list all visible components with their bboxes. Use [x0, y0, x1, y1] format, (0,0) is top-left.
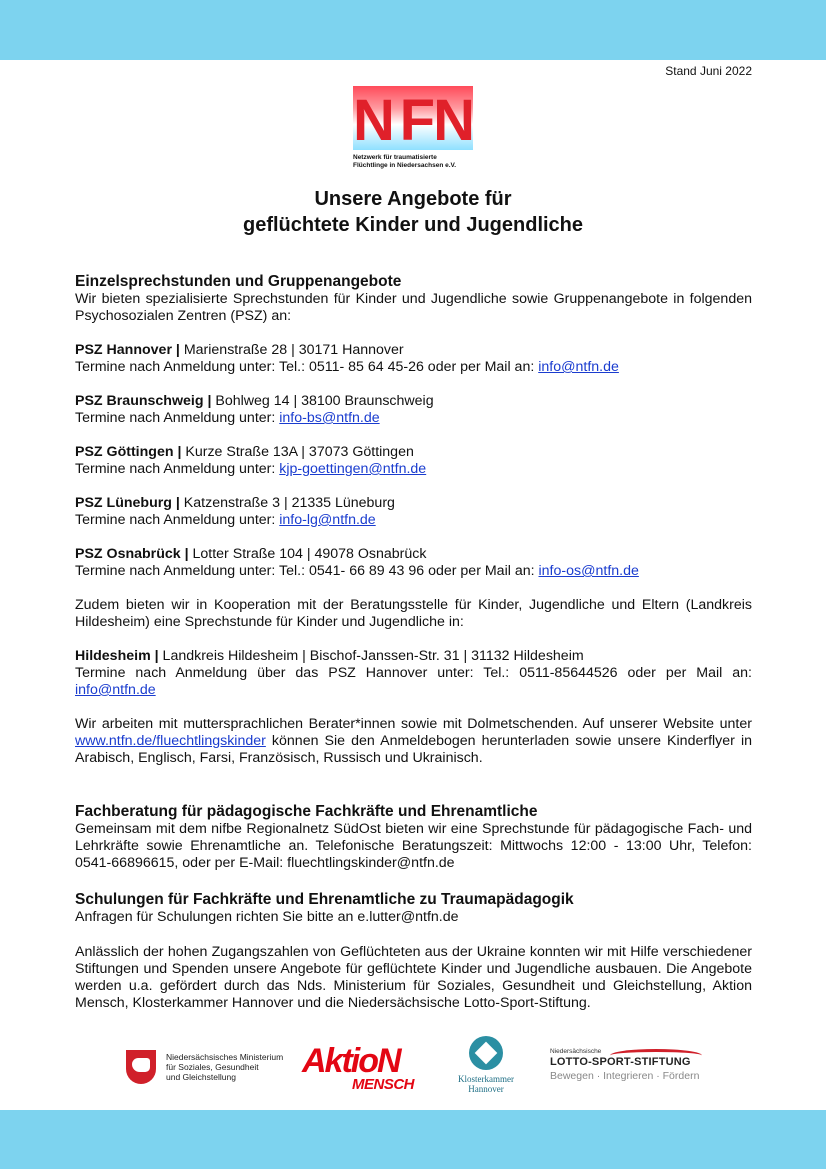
- klosterkammer-logo: Klosterkammer Hannover: [454, 1036, 518, 1098]
- languages-text: Wir arbeiten mit muttersprachlichen Berater*innen sowie mit Dolmetschenden. Auf unserer Website unter www.ntfn.de/fluechtlingskinder können Sie den Anmeldebogen herunterladen sowie unsere Kinderflyer in Arabisch, Englisch, Farsi, Französisch, Russisch und Ukrainisch.: [75, 716, 752, 766]
- logo-letters: [353, 88, 473, 153]
- email-link[interactable]: info@ntfn.de: [75, 682, 156, 698]
- bottom-color-band: [0, 1110, 826, 1169]
- page-title: Unsere Angebote für geflüchtete Kinder und Jugendliche: [242, 188, 584, 236]
- logo-letter-n1: N: [353, 88, 393, 153]
- email-link[interactable]: info-bs@ntfn.de: [279, 410, 380, 426]
- section-heading-fachberatung: Fachberatung für pädagogische Fachkräfte und Ehrenamtliche: [75, 803, 538, 820]
- main-content: [75, 272, 752, 1012]
- section-heading-schulungen: Schulungen für Fachkräfte und Ehrenamtliche zu Traumapädagogik: [75, 891, 574, 908]
- website-link[interactable]: www.ntfn.de/fluechtlingskinder: [75, 733, 266, 749]
- closing-text: Anlässlich der hohen Zugangszahlen von Geflüchteten aus der Ukraine konnten wir mit Hilfe verschiedener Stiftungen und Spenden unsere Angebote für geflüchtete Kinder und Jugendliche ausbauen. Die Angebote werden u.a. gefördert durch das Nds. Ministerium für Soziales, Gesundheit und Gleichstellung, Aktion Mensch, Klosterkammer Hannover und die Niedersächsische Lotto-Sport-Stiftung.: [75, 944, 752, 1011]
- klosterkammer-emblem-icon: [469, 1036, 503, 1070]
- sponsor-logos: [0, 1032, 826, 1100]
- schulungen-text: Anfragen für Schulungen richten Sie bitte an e.lutter@ntfn.de: [75, 909, 459, 925]
- fachberatung-text: Gemeinsam mit dem nifbe Regionalnetz SüdOst bieten wir eine Sprechstunde für pädagogische Fach- und Lehrkräfte sowie Ehrenamtliche an. Telefonische Beratungszeit: Mittwochs 12:00 - 13:00 Uhr, Telefon: 0541-66896615, oder per E-Mail: fluechtlingskinder@ntfn.de: [75, 821, 752, 871]
- logo-letter-n2: N: [433, 88, 473, 153]
- center-braunschweig: PSZ Braunschweig | Bohlweg 14 | 38100 Braunschweig Termine nach Anmeldung unter: info-bs@ntfn.de: [75, 393, 434, 426]
- cooperation-text: Zudem bieten wir in Kooperation mit der Beratungsstelle für Kinder, Jugendliche und Eltern (Landkreis Hildesheim) eine Sprechstunde für Kinder und Jugendliche in:: [75, 597, 752, 630]
- nds-ministry-logo: Niedersächsisches Ministerium für Soziales, Gesundheit und Gleichstellung: [126, 1048, 286, 1088]
- ntfn-logo: [353, 86, 473, 174]
- center-goettingen: PSZ Göttingen | Kurze Straße 13A | 37073 Göttingen Termine nach Anmeldung unter: kjp-goettingen@ntfn.de: [75, 444, 427, 477]
- nds-crest-icon: [126, 1050, 156, 1084]
- section-heading-einzelsprechstunden: Einzelsprechstunden und Gruppenangebote: [75, 273, 402, 290]
- section-intro: Wir bieten spezialisierte Sprechstunden für Kinder und Jugendliche sowie Gruppenangebote in folgenden Psychosozialen Zentren (PSZ) an:: [75, 291, 752, 324]
- center-hannover: PSZ Hannover | Marienstraße 28 | 30171 Hannover Termine nach Anmeldung unter: Tel.: 0511- 85 64 45-26 oder per Mail an: info@ntfn.de: [75, 342, 619, 375]
- email-link[interactable]: info@ntfn.de: [538, 359, 619, 375]
- email-link[interactable]: info-lg@ntfn.de: [279, 512, 376, 528]
- aktion-mensch-logo: AktioN MENSCH: [302, 1042, 415, 1093]
- logo-letter-f: F: [399, 88, 434, 153]
- center-lueneburg: PSZ Lüneburg | Katzenstraße 3 | 21335 Lüneburg Termine nach Anmeldung unter: info-lg@ntfn.de: [75, 495, 395, 528]
- email-link[interactable]: info-os@ntfn.de: [538, 563, 639, 579]
- logo-subtitle: Netzwerk für traumatisierte Flüchtlinge in Niedersachsen e.V.: [353, 154, 457, 169]
- date-stamp: Stand Juni 2022: [665, 64, 752, 78]
- center-osnabrueck: PSZ Osnabrück | Lotter Straße 104 | 49078 Osnabrück Termine nach Anmeldung unter: Tel.: 0541- 66 89 43 96 oder per Mail an: info-os@ntfn.de: [75, 546, 639, 579]
- center-hildesheim: Hildesheim | Landkreis Hildesheim | Bischof-Janssen-Str. 31 | 31132 Hildesheim Termine nach Anmeldung über das PSZ Hannover unter: Tel.: 0511-85644526 oder per Mail an: info@ntfn.de: [75, 648, 752, 698]
- lotto-sport-stiftung-logo: Niedersächsische LOTTO-SPORT-STIFTUNG Bewegen · Integrieren · Fördern: [550, 1048, 710, 1088]
- email-link[interactable]: kjp-goettingen@ntfn.de: [279, 461, 427, 477]
- top-color-band: [0, 0, 826, 60]
